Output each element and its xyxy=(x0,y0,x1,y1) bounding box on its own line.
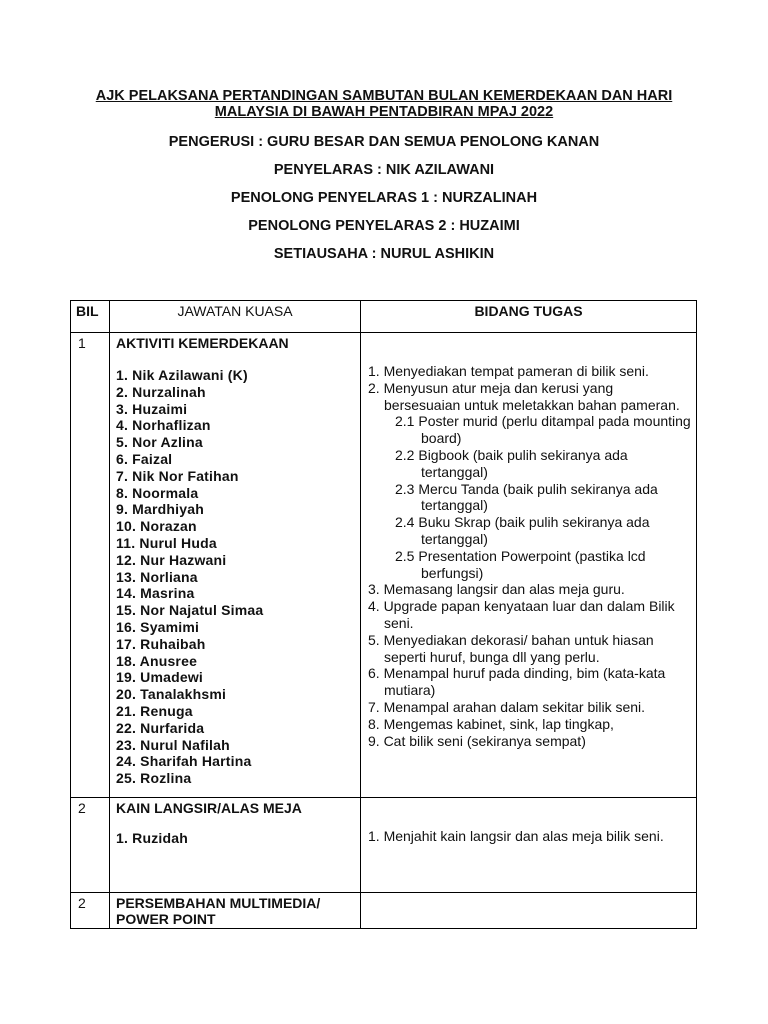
assistant-coordinator-1-line: PENOLONG PENYELARAS 1 : NURZALINAH xyxy=(230,190,538,206)
task-list xyxy=(361,363,696,749)
empty-tasks-cell xyxy=(361,893,697,929)
committee-table xyxy=(70,300,697,929)
header-bil: BIL xyxy=(71,301,110,333)
member-item: 19. Umadewi xyxy=(116,669,204,686)
document-header xyxy=(60,88,708,262)
member-item: 20. Tanalakhsmi xyxy=(116,686,227,703)
member-item: 18. Anusree xyxy=(116,652,198,669)
table-row xyxy=(71,798,697,893)
member-item: 3. Huzaimi xyxy=(116,400,188,417)
task-item: 7. Menampal arahan dalam sekitar bilik seni. xyxy=(368,698,646,715)
task-subitem: 2.1 Poster murid (perlu ditampal pada mounting board) xyxy=(395,413,691,447)
table-row xyxy=(71,893,697,929)
task-item: 6. Menampal huruf pada dinding, bim (kata-kata mutiara) xyxy=(368,665,666,699)
task-subitem: 2.4 Buku Skrap (baik pulih sekiranya ada tertanggal) xyxy=(395,514,650,547)
member-item: 8. Noormala xyxy=(116,484,199,501)
member-item: 5. Nor Azlina xyxy=(116,434,203,451)
member-list xyxy=(110,830,360,847)
member-item: 23. Nurul Nafilah xyxy=(116,736,230,753)
member-item: 7. Nik Nor Fatihan xyxy=(116,467,239,484)
member-item: 25. Rozlina xyxy=(116,770,192,787)
committee-title: AKTIVITI KEMERDEKAAN xyxy=(116,335,289,351)
member-item: 4. Norhaflizan xyxy=(116,417,211,434)
committee-title-continued: POWER POINT xyxy=(116,911,216,927)
task-item: 8. Mengemas kabinet, sink, lap tingkap, xyxy=(368,715,614,732)
member-item: 6. Faizal xyxy=(116,450,173,467)
member-item: 16. Syamimi xyxy=(116,618,200,635)
task-item: 3. Memasang langsir dan alas meja guru. xyxy=(368,581,625,598)
member-item: 1. Nik Azilawani (K) xyxy=(116,367,248,383)
task-subitem: 2.3 Mercu Tanda (baik pulih sekiranya ada tertanggal) xyxy=(395,480,658,514)
committee-title: KAIN LANGSIR/ALAS MEJA xyxy=(116,800,302,816)
row-number: 1 xyxy=(78,335,86,351)
member-item: 22. Nurfarida xyxy=(116,719,205,736)
document-title-line-1: AJK PELAKSANA PERTANDINGAN SAMBUTAN BULAN KEMERDEKAAN DAN HARI xyxy=(95,88,673,104)
task-item: 2. Menyusun atur meja dan kerusi yang bersesuaian untuk meletakkan bahan pameran. xyxy=(368,379,680,413)
member-item: 1. Ruzidah xyxy=(116,830,189,846)
chair-line: PENGERUSI : GURU BESAR DAN SEMUA PENOLONG KANAN xyxy=(168,134,600,150)
coordinator-line: PENYELARAS : NIK AZILAWANI xyxy=(273,162,495,178)
committee-title: PERSEMBAHAN MULTIMEDIA/ xyxy=(116,895,321,911)
table-row xyxy=(71,333,697,798)
member-item: 12. Nur Hazwani xyxy=(116,551,227,568)
task-list xyxy=(361,828,696,845)
task-item: 5. Menyediakan dekorasi/ bahan untuk hiasan seperti huruf, bunga dll yang perlu. xyxy=(368,631,654,665)
table-header-row xyxy=(71,301,697,333)
member-list xyxy=(110,367,360,787)
member-item: 21. Renuga xyxy=(116,702,193,719)
member-item: 14. Masrina xyxy=(116,585,195,602)
header-bidang-tugas: BIDANG TUGAS xyxy=(361,301,697,333)
secretary-line: SETIAUSAHA : NURUL ASHIKIN xyxy=(273,246,495,262)
member-item: 10. Norazan xyxy=(116,518,197,535)
member-item: 9. Mardhiyah xyxy=(116,501,204,518)
task-item: 1. Menyediakan tempat pameran di bilik seni. xyxy=(368,363,649,379)
row-number: 2 xyxy=(78,895,86,911)
member-item: 11. Nurul Huda xyxy=(116,534,217,551)
row-number: 2 xyxy=(78,800,86,816)
task-item: 4. Upgrade papan kenyataan luar dan dalam Bilik seni. xyxy=(368,598,675,631)
member-item: 13. Norliana xyxy=(116,568,198,585)
member-item: 17. Ruhaibah xyxy=(116,635,206,652)
member-item: 24. Sharifah Hartina xyxy=(116,753,252,770)
document-title-line-2: MALAYSIA DI BAWAH PENTADBIRAN MPAJ 2022 xyxy=(214,104,554,120)
header-jawatan-kuasa: JAWATAN KUASA xyxy=(110,301,361,333)
member-item: 15. Nor Najatul Simaa xyxy=(116,602,264,619)
member-item: 2. Nurzalinah xyxy=(116,383,206,400)
task-item: 9. Cat bilik seni (sekiranya sempat) xyxy=(368,732,586,749)
task-subitem: 2.2 Bigbook (baik pulih sekiranya ada tertanggal) xyxy=(395,446,628,480)
task-item: 1. Menjahit kain langsir dan alas meja bilik seni. xyxy=(368,828,664,844)
task-subitem: 2.5 Presentation Powerpoint (pastika lcd berfungsi) xyxy=(395,547,646,581)
assistant-coordinator-2-line: PENOLONG PENYELARAS 2 : HUZAIMI xyxy=(248,218,520,234)
